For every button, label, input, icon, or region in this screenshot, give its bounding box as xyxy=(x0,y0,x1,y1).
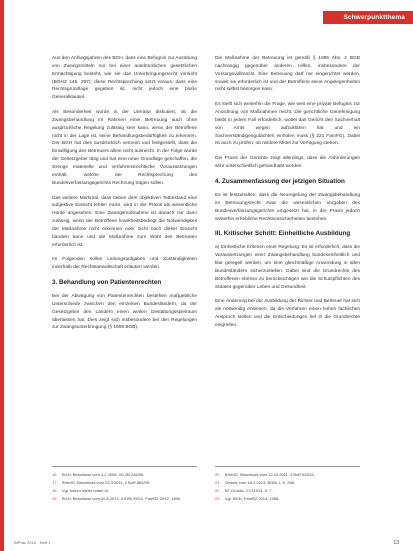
body-paragraph: Aus den Anfangsjahren des BGH, dass eine Befugnis zur Ausübung von Zwangsmitteln nur bei einer ausdrücklichen gesetzlichen Ermächtigung besteht, wie sie das Unterbringungsrecht vorsieht (BGHZ 145, 297); diese Rechtsprechung setzt voraus, dass eine Rechtsgrundlage gegeben ist, nicht jedoch eine bloße Generalklausel. xyxy=(52,56,197,101)
footnote xyxy=(215,495,360,503)
body-paragraph: Die Praxis der Gerichte zeigt allerdings, dass die Anforderungen sehr unterschiedlich gehandhabt werden. xyxy=(215,156,360,170)
left-text-column xyxy=(52,55,197,339)
body-paragraph: Das weitere Merkmal, dass neben dem objektiven Tatbestand eine subjektive Einsicht fehlen muss, wird in der Praxis als wesentliche Hürde angesehen. Eine Zwangsmaßnahme ist danach nur dann zulässig, wenn der Betroffene krankheitsbedingt die Notwendigkeit der Maßnahme nicht erkennen oder nicht nach dieser Einsicht handeln kann und die Maßnahme zum Wohl des Betreuten erforderlich ist. xyxy=(52,195,197,248)
footnote xyxy=(215,479,360,487)
footnote-number: 23 xyxy=(215,496,220,501)
footnote-text: Vgl. BGH, FamRZ 2014, 1358. xyxy=(225,496,280,501)
footnote-number: 21 xyxy=(215,480,220,485)
footnote xyxy=(215,471,360,479)
body-paragraph: a) Einheitliche Kriterien einer Regelung: Es ist erforderlich, dass die Voraussetzungen einer Zwangsbehandlung bundeseinheitlich und klar geregelt werden, um eine gleichmäßige Anwendung in allen Bundesländern sicherzustellen. Dabei sind die Grundrechte des Betroffenen ebenso zu berücksichtigen wie die Schutzpflichten des Staates gegenüber Leben und Gesundheit. xyxy=(215,245,360,290)
body-paragraph: Eine Änderung bei der Ausbildung der Richter und Betreuer hat sich als notwendig erwiesen, da die Verfahren einen hohen fachlichen Anspruch stellen und die Entscheidungen tief in die Grundrechte eingreifen. xyxy=(215,299,360,328)
footnote-number: 20 xyxy=(215,472,220,477)
section-heading: III. Kritischer Schritt: Einheitliche Ausbildung xyxy=(215,230,351,238)
body-paragraph: Im Folgenden sollen Leitungsaufgaben und Zuständigkeiten innerhalb der Rechtsanwaltschaft erläutert werden. xyxy=(52,257,197,271)
section-heading: 3. Behandlung von Patientenrechten xyxy=(52,279,162,287)
footnote-text: Gesetz vom 18.2.2013, BGBl. I, S. 266. xyxy=(225,480,296,485)
footnote xyxy=(52,487,197,495)
body-paragraph: Bei der Abwägung von Patientenrechten bestehen maßgebliche Unterschiede zwischen den einzelnen Bundesländern, da der Gesetzgeber den Ländern einen weiten Gestaltungsspielraum überlassen hat. Dies zeigt sich insbesondere bei den Regelungen zur Zwangsunterbringung (§ 1906 BGB). xyxy=(52,294,197,331)
footnote-number: 16 xyxy=(52,472,57,477)
footnote xyxy=(52,495,197,503)
footnotes-left xyxy=(52,466,197,503)
section-header-tab: Schwerpunktthema xyxy=(323,11,413,24)
page-footer xyxy=(0,539,413,551)
footnote-number: 22 xyxy=(215,488,220,493)
body-paragraph: Als Besonderheit wurde in der Literatur diskutiert, ob die Zwangsbehandlung im Rahmen einer Betreuung auch ohne ausdrückliche Regelung zulässig sein kann, wenn der Betroffene nicht in der Lage ist, seine Behandlungsbedürftigkeit zu erkennen. Der BGH hat dies ausdrücklich verneint und festgestellt, dass die Einwilligung des Betreuers allein nicht ausreicht. In der Folge wurde der Gesetzgeber tätig und hat eine neue Grundlage geschaffen, die strenge materielle und verfahrensrechtliche Voraussetzungen enthält, welche der Rechtsprechung des Bundesverfassungsgerichts Rechnung tragen sollen. xyxy=(52,110,197,186)
footnote-text: Vgl. hierzu näher unten III. xyxy=(62,488,109,493)
accent-bar xyxy=(0,0,4,551)
footnote-number: 18 xyxy=(52,488,57,493)
footnote xyxy=(52,479,197,487)
body-paragraph: Es ist festzuhalten, dass die Neuregelung der Zwangsbehandlung im Betreuungsrecht zwar die wesentlichen Vorgaben des Bundesverfassungsgerichts umgesetzt hat, in der Praxis jedoch weiterhin erhebliche Rechtsunsicherheiten bestehen. xyxy=(215,192,360,222)
footnotes-right xyxy=(215,466,360,503)
footnote-text: BGH, Beschluss vom 20.6.2012, XII ZB 99/12, FamRZ 2012, 1366. xyxy=(62,496,181,501)
right-text-column xyxy=(215,55,360,337)
footnote xyxy=(215,487,360,495)
footnote xyxy=(52,471,197,479)
journal-citation: BtPrax 2014 · Heft 1 xyxy=(14,540,51,545)
footnote-text: BVerfG, Beschluss vom 12.10.2011, 2 BvR 633/11. xyxy=(225,472,316,477)
footnote-text: BVerfG, Beschluss vom 23.3.2011, 2 BvR 882/09. xyxy=(62,480,151,485)
footnote-number: 19 xyxy=(52,496,57,501)
footnote-number: 17 xyxy=(52,480,57,485)
page-number: 13 xyxy=(393,540,399,546)
footnote-text: BGH, Beschluss vom 1.2.2006, XII ZB 236/05. xyxy=(62,472,145,477)
section-heading: 4. Zusammenfassung der jetzigen Situation xyxy=(215,177,345,185)
body-paragraph: Es stellt sich weiterhin die Frage, wie weit eine private Befugnis zur Anordnung von Maßnahmen reicht. Die gerichtliche Genehmigung bleibt in jedem Fall erforderlich, wobei das Gericht den Sachverhalt von Amts wegen aufzuklären hat und ein Sachverständigengutachten einholen muss (§ 321 FamFG). Dabei ist auch zu prüfen, ob mildere Mittel zur Verfügung stehen. xyxy=(215,102,360,147)
footnote-text: BT-Drucks. 17/11513, S. 7. xyxy=(225,488,273,493)
body-paragraph: Die Maßnahme der Betreuung ist gemäß § 1896 Abs. 2 BGB nachrangig gegenüber anderen Hilfen, insbesondere der Vorsorgevollmacht. Eine Betreuung darf nur eingerichtet werden, soweit sie erforderlich ist und der Betroffene seine Angelegenheiten nicht selbst besorgen kann. xyxy=(215,56,360,93)
